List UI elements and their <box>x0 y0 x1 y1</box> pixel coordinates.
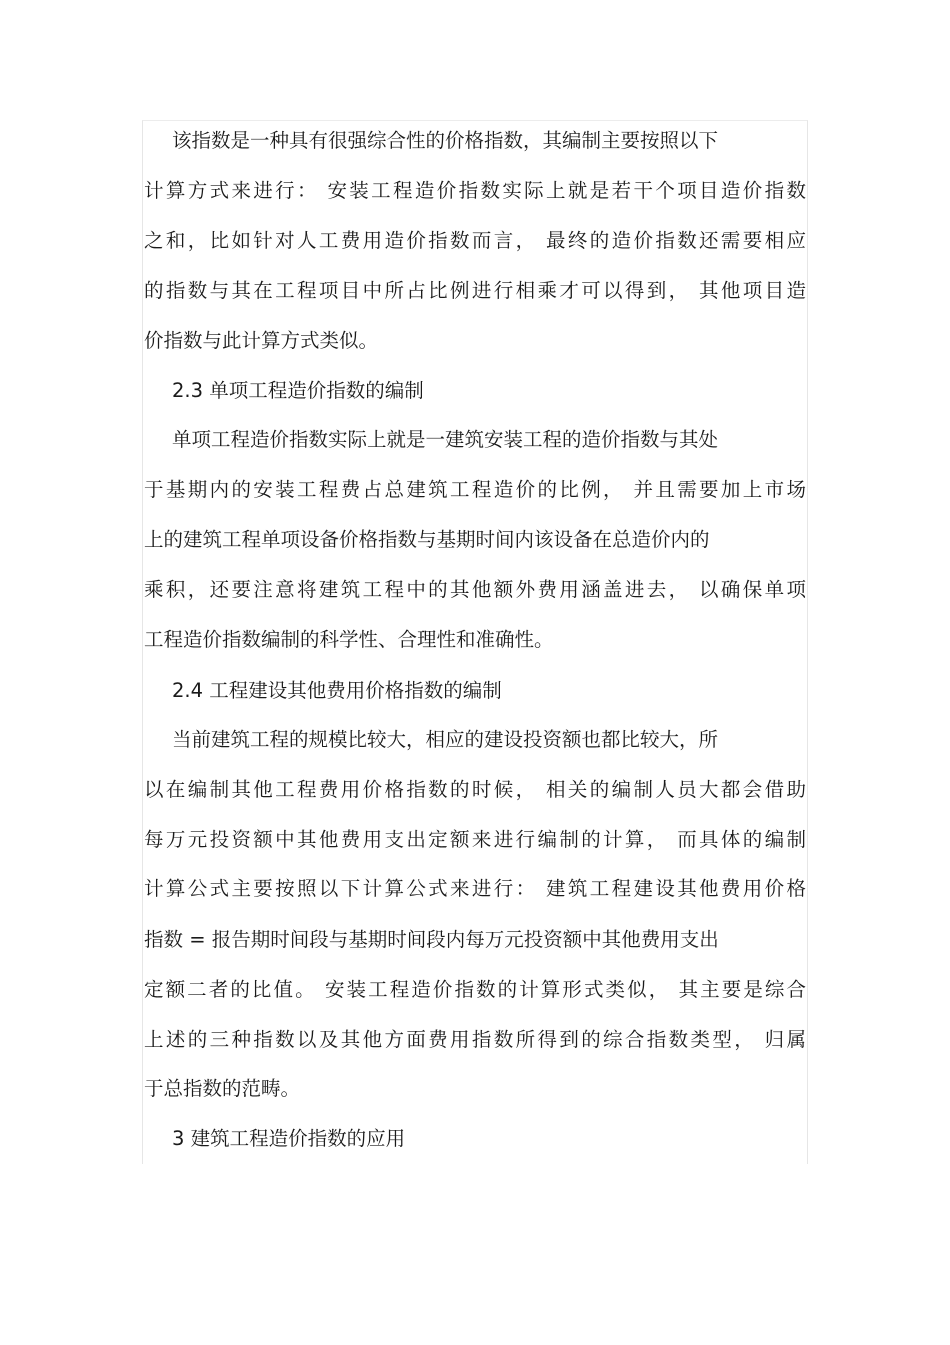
paragraph-3-line-2: 以在编制其他工程费用价格指数的时候， 相关的编制人员大都会借助 <box>144 778 806 801</box>
paragraph-2-line-3: 上的建筑工程单项设备价格指数与基期时间内该设备在总造价内的 <box>144 528 710 551</box>
paragraph-1-line-4: 的指数与其在工程项目中所占比例进行相乘才可以得到， 其他项目造 <box>144 279 806 302</box>
paragraph-3-line-8: 于总指数的范畴。 <box>144 1077 301 1100</box>
paragraph-1-line-5: 价指数与此计算方式类似。 <box>144 329 379 352</box>
paragraph-3-line-3: 每万元投资额中其他费用支出定额来进行编制的计算， 而具体的编制 <box>144 828 806 851</box>
paragraph-3-line-6: 定额二者的比值。 安装工程造价指数的计算形式类似， 其主要是综合 <box>144 978 806 1001</box>
paragraph-3-line-1: 当前建筑工程的规模比较大，相应的建设投资额也都比较大，所 <box>172 728 719 751</box>
paragraph-2-line-1: 单项工程造价指数实际上就是一建筑安装工程的造价指数与其处 <box>172 428 719 451</box>
paragraph-1-line-1: 该指数是一种具有很强综合性的价格指数，其编制主要按照以下 <box>172 129 719 152</box>
paragraph-2-line-5: 工程造价指数编制的科学性、合理性和准确性。 <box>144 628 554 651</box>
paragraph-3-line-4: 计算公式主要按照以下计算公式来进行： 建筑工程建设其他费用价格 <box>144 877 806 900</box>
section-heading-2-4: 2.4 工程建设其他费用价格指数的编制 <box>172 679 502 702</box>
paragraph-2-line-2: 于基期内的安装工程费占总建筑工程造价的比例， 并且需要加上市场 <box>144 478 806 501</box>
paragraph-1-line-3: 之和，比如针对人工费用造价指数而言， 最终的造价指数还需要相应 <box>144 229 806 252</box>
paragraph-2-line-4: 乘积，还要注意将建筑工程中的其他额外费用涵盖进去， 以确保单项 <box>144 578 806 601</box>
paragraph-3-line-7: 上述的三种指数以及其他方面费用指数所得到的综合指数类型， 归属 <box>144 1028 806 1051</box>
paragraph-1-line-2: 计算方式来进行： 安装工程造价指数实际上就是若干个项目造价指数 <box>144 179 806 202</box>
paragraph-3-line-5: 指数 = 报告期时间段与基期时间段内每万元投资额中其他费用支出 <box>144 928 719 951</box>
section-heading-3: 3 建筑工程造价指数的应用 <box>172 1127 406 1150</box>
section-heading-2-3: 2.3 单项工程造价指数的编制 <box>172 379 424 402</box>
